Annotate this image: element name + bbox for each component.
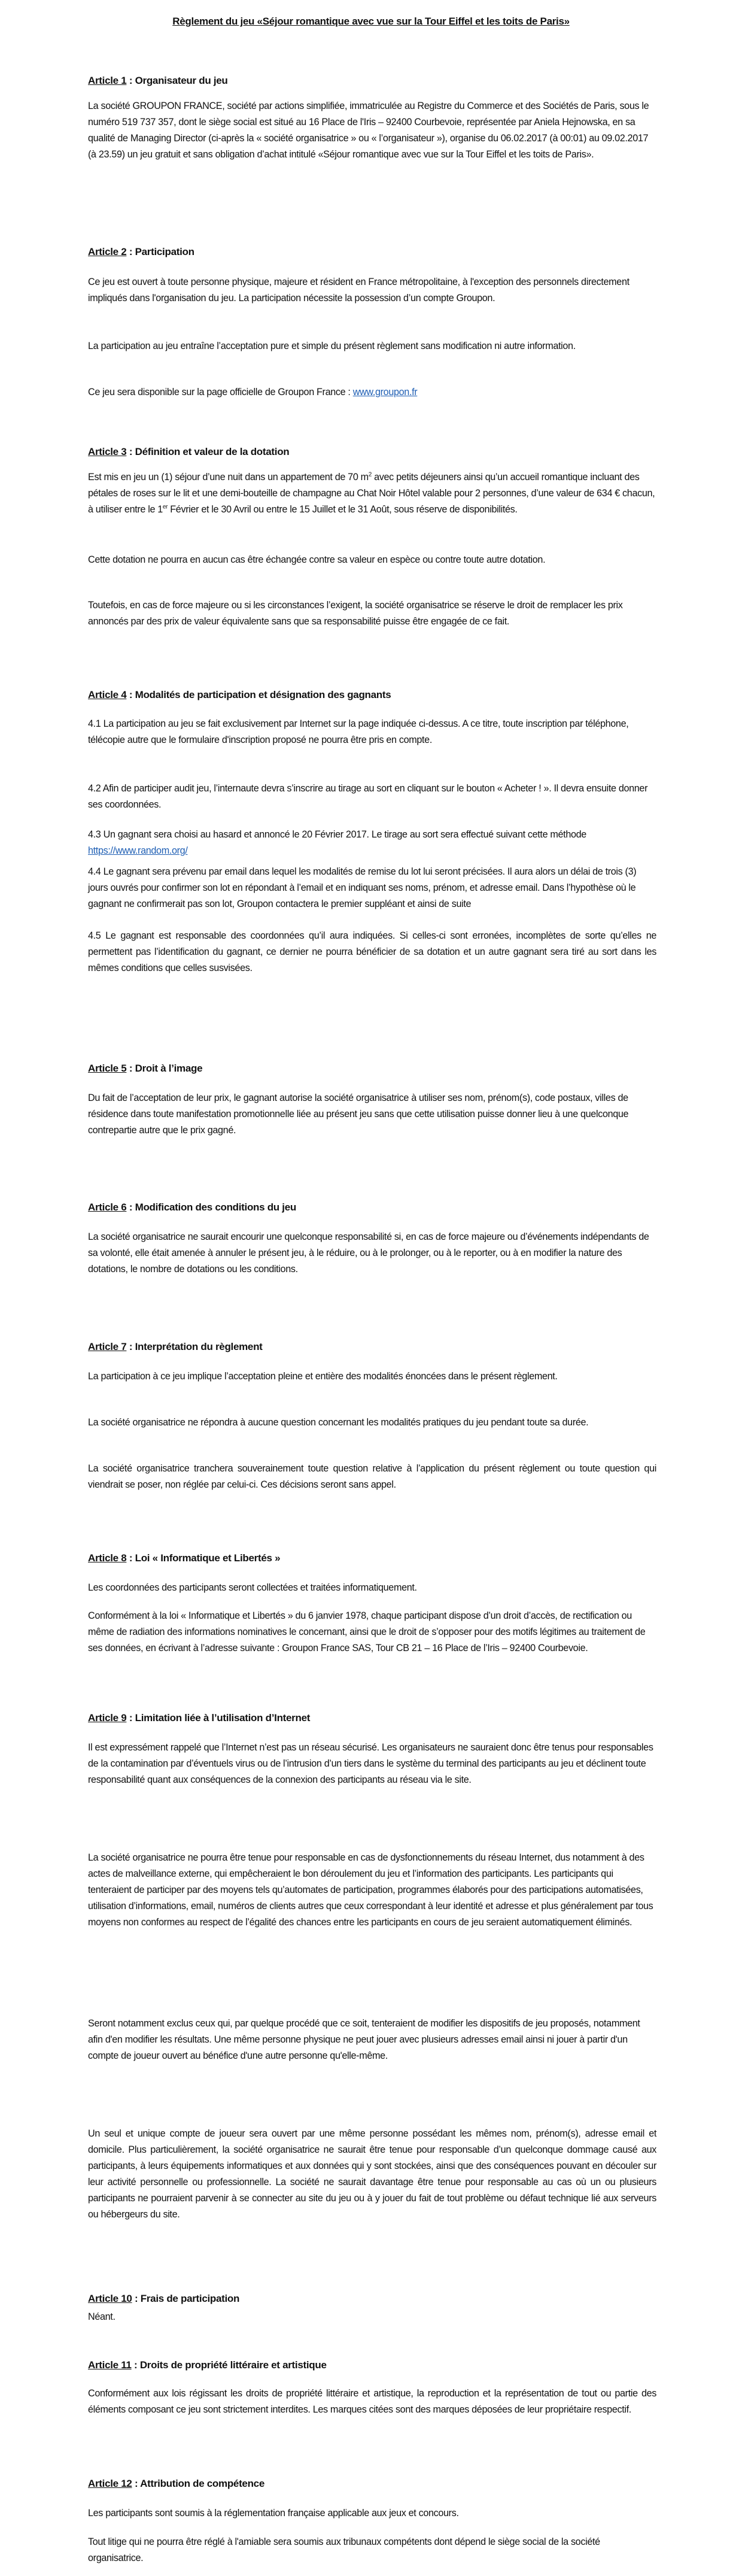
article-title: Interprétation du règlement <box>135 1341 263 1352</box>
article-12-body <box>88 2534 656 2566</box>
paragraph: Ce jeu est ouvert à toute personne physique, majeure et résident en France métropolitaine, à l'exception des personnels directement impliqués dans l'organisation du jeu. La participation nécessite la possession d’un compte Groupon. <box>88 277 630 304</box>
paragraph: La société organisatrice ne répondra à aucune question concernant les modalités pratiques du jeu pendant toute sa durée. <box>88 1417 589 1428</box>
article-12 <box>88 2477 656 2490</box>
text-run: Est mis en jeu un (1) séjour d’une nuit dans un appartement de 70 m <box>88 472 369 483</box>
article-number: Article 3 <box>88 446 127 457</box>
heading-separator: : <box>126 1712 135 1724</box>
paragraph: Les coordonnées des participants seront collectées et traitées informatiquement. <box>88 1582 417 1593</box>
article-heading <box>88 1201 656 1214</box>
article-9-body <box>88 1740 656 1788</box>
article-7-body <box>88 1415 656 1431</box>
paragraph: Il est expressément rappelé que l’Internet n’est pas un réseau sécurisé. Les organisateurs ne sauraient donc être tenus pour responsables de la contamination par d’éventuels virus ou de l’intrusion d’un tiers dans le système du terminal des participants au jeu et déclinent toute responsabilité quant aux conséquences de la connexion des participants au réseau via le site. <box>88 1742 653 1785</box>
article-number: Article 2 <box>88 246 127 257</box>
article-heading <box>88 245 656 259</box>
paragraph: Un seul et unique compte de joueur sera ouvert par une même personne possédant les mêmes nom, prénom(s), adresse email et domicile. Plus particulièrement, la société organisatrice ne saurait être tenue pour responsable d’un quelconque dommage causé aux participants, à leurs équipements informatiques et aux données qui y sont stockées, ainsi que des conséquences pouvant en découler sur leur activité personnelle ou professionnelle. La société ne saurait davantage être tenue pour responsable au cas où un ou plusieurs participants ne pourraient parvenir à se connecter au site du jeu ou à y jouer du fait de tout problème ou défaut technique lié aux serveurs ou hébergeurs du site. <box>88 2128 656 2220</box>
paragraph <box>88 469 656 518</box>
article-11 <box>88 2359 656 2372</box>
article-6-body <box>88 1229 656 1278</box>
heading-separator: : <box>126 75 135 86</box>
article-1 <box>88 74 656 87</box>
article-11-body <box>88 2386 656 2418</box>
paragraph <box>88 827 656 859</box>
article-3 <box>88 445 656 459</box>
groupon-link[interactable]: www.groupon.fr <box>352 387 418 398</box>
article-title: Attribution de compétence <box>140 2478 264 2489</box>
heading-separator: : <box>131 2359 140 2371</box>
article-10 <box>88 2292 656 2305</box>
article-2 <box>88 245 656 259</box>
paragraph: Conformément aux lois régissant les droits de propriété littéraire et artistique, la reproduction et la représentation de tout ou partie des éléments composant ce jeu sont strictement interdites. Les marques citées sont des marques déposées de leur propriétaire respectif. <box>88 2388 656 2415</box>
article-4-body <box>88 716 656 748</box>
article-number: Article 11 <box>88 2359 132 2371</box>
article-heading <box>88 2477 656 2490</box>
article-4 <box>88 688 656 702</box>
text-run: avec petits déjeuners ainsi qu’un accueil romantique incluant des pétales de roses sur le lit et une demi-bouteille de champagne au Chat Noir Hôtel valable pour 2 personnes, d’une valeur de 634 € chacun, à utiliser entre le 1 <box>88 472 655 515</box>
article-heading <box>88 2292 656 2305</box>
paragraph: 4.4 Le gagnant sera prévenu par email dans lequel les modalités de remise du lot lui seront précisées. Il aura alors un délai de trois (3) jours ouvrés pour confirmer son lot en répondant à l’email et en indiquant ses noms, prénom, et adresse email. Dans l’hypothèse où le gagnant ne confirmerait pas son lot, Groupon contactera le premier suppléant et ainsi de suite <box>88 866 637 909</box>
heading-separator: : <box>132 2293 141 2304</box>
article-number: Article 8 <box>88 1552 127 1564</box>
article-title: Organisateur du jeu <box>135 75 228 86</box>
article-4-body <box>88 864 656 912</box>
paragraph: La société organisatrice ne pourra être tenue pour responsable en cas de dysfonctionnements du réseau Internet, dus notamment à des actes de malveillance externe, qui empêcheraient le bon déroulement du jeu et l’information des participants. Les participants qui tenteraient de participer par des moyens tels qu’automates de participation, programmes élaborés pour des participations automatisées, utilisation d’informations, email, numéros de clients autres que ceux correspondant à leur identité et adresse et plus généralement par tous moyens non conformes au respect de l’égalité des chances entre les participants en cours de jeu seraient automatiquement éliminés. <box>88 1852 653 1928</box>
article-heading <box>88 1340 656 1354</box>
availability-text: Ce jeu sera disponible sur la page officielle de Groupon France : <box>88 387 353 398</box>
article-title: Définition et valeur de la dotation <box>135 446 290 457</box>
article-9-body <box>88 2126 656 2223</box>
heading-separator: : <box>126 446 135 457</box>
article-3-body <box>88 469 656 518</box>
text-run: Février et le 30 Avril ou entre le 15 Juillet et le 31 Août, sous réserve de disponibilités. <box>168 504 518 515</box>
article-title: Participation <box>135 246 194 257</box>
article-2-body <box>88 338 656 354</box>
paragraph: Conformément à la loi « Informatique et Libertés » du 6 janvier 1978, chaque participant dispose d’un droit d’accès, de rectification ou même de radiation des informations nominatives le concernant, ainsi que le droit de s’opposer pour des motifs légitimes au traitement de ses données, en écrivant à l’adresse suivante : Groupon France SAS, Tour CB 21 – 16 Place de l’Iris – 92400 Courbevoie. <box>88 1610 646 1653</box>
paragraph: Néant. <box>88 2311 115 2322</box>
article-8-body <box>88 1608 656 1656</box>
article-6 <box>88 1201 656 1214</box>
article-7-body <box>88 1461 656 1493</box>
article-title: Droit à l’image <box>135 1063 203 1074</box>
paragraph: La société organisatrice tranchera souverainement toute question relative à l’application du présent règlement ou toute question qui viendrait se poser, non réglée par celui-ci. Ces décisions seront sans appel. <box>88 1463 656 1490</box>
superscript: er <box>162 503 168 511</box>
heading-separator: : <box>126 1201 135 1213</box>
article-2-body <box>88 274 656 307</box>
paragraph: 4.1 La participation au jeu se fait exclusivement par Internet sur la page indiquée ci-dessus. A ce titre, toute inscription par téléphone, télécopie autre que le formulaire d'inscription proposé ne pourra être pris en compte. <box>88 718 629 745</box>
document-title: Règlement du jeu «Séjour romantique avec vue sur la Tour Eiffel et les toits de Paris» <box>172 16 570 27</box>
article-4-body <box>88 781 656 813</box>
article-title: Frais de participation <box>140 2293 240 2304</box>
paragraph: La participation à ce jeu implique l’acceptation pleine et entière des modalités énoncées dans le présent règlement. <box>88 1371 558 1382</box>
article-5-body <box>88 1090 656 1139</box>
article-heading <box>88 2359 656 2372</box>
article-title: Modification des conditions du jeu <box>135 1201 296 1213</box>
article-title: Loi « Informatique et Libertés » <box>135 1552 281 1564</box>
paragraph: Les participants sont soumis à la réglementation française applicable aux jeux et concours. <box>88 2508 459 2519</box>
article-number: Article 1 <box>88 75 127 86</box>
article-1-body <box>88 98 656 163</box>
paragraph: La société GROUPON FRANCE, société par actions simplifiée, immatriculée au Registre du Commerce et des Sociétés de Paris, sous le numéro 519 737 357, dont le siège social est situé au 16 Place de l'Iris – 92400 Courbevoie, représentée par Aniela Hejnowska, en sa qualité de Managing Director (ci-après la « société organisatrice » ou « l’organisateur »), organise du 06.02.2017 (à 00:01) au 09.02.2017 (à 23.59) un jeu gratuit et sans obligation d’achat intitulé «Séjour romantique avec vue sur la Tour Eiffel et les toits de Paris». <box>88 101 649 160</box>
article-number: Article 5 <box>88 1063 127 1074</box>
article-5 <box>88 1062 656 1075</box>
paragraph <box>88 384 656 400</box>
article-4-body <box>88 827 656 859</box>
text-run: 4.3 Un gagnant sera choisi au hasard et annoncé le 20 Février 2017. Le tirage au sort sera effectué suivant cette méthode <box>88 829 586 840</box>
article-title: Limitation liée à l’utilisation d’Internet <box>135 1712 311 1724</box>
paragraph: Seront notamment exclus ceux qui, par quelque procédé que ce soit, tenteraient de modifier les dispositifs de jeu proposés, notamment afin d'en modifier les résultats. Une même personne physique ne peut jouer avec plusieurs adresses email ainsi ni jouer à partir d'un compte de joueur ouvert au bénéfice d'une autre personne qu'elle-même. <box>88 2018 640 2061</box>
heading-separator: : <box>126 1341 135 1352</box>
paragraph: Cette dotation ne pourra en aucun cas être échangée contre sa valeur en espèce ou contre toute autre dotation. <box>88 554 546 565</box>
article-3-body <box>88 552 656 568</box>
paragraph: Toutefois, en cas de force majeure ou si les circonstances l’exigent, la société organisatrice se réserve le droit de remplacer les prix annoncés par des prix de valeur équivalente sans que sa responsabilité puisse être engagée de ce fait. <box>88 600 623 627</box>
paragraph: Tout litige qui ne pourra être réglé à l'amiable sera soumis aux tribunaux compétents dont dépend le siège social de la société organisatrice. <box>88 2536 600 2563</box>
article-heading <box>88 688 656 702</box>
article-8 <box>88 1552 656 1565</box>
heading-separator: : <box>126 1063 135 1074</box>
article-9-body <box>88 1850 656 1931</box>
article-2-body <box>88 384 656 400</box>
article-heading <box>88 1062 656 1075</box>
article-heading <box>88 445 656 459</box>
paragraph: Du fait de l’acceptation de leur prix, le gagnant autorise la société organisatrice à utiliser ses nom, prénom(s), code postaux, villes de résidence dans toute manifestation promotionnelle liée au présent jeu sans que cette utilisation puisse donner lieu à une quelconque contrepartie autre que le prix gagné. <box>88 1093 629 1136</box>
article-number: Article 6 <box>88 1201 127 1213</box>
article-12-body <box>88 2505 656 2522</box>
article-9 <box>88 1712 656 1725</box>
article-number: Article 10 <box>88 2293 132 2304</box>
article-3-body <box>88 597 656 630</box>
paragraph: La société organisatrice ne saurait encourir une quelconque responsabilité si, en cas de force majeure ou d’événements indépendants de sa volonté, elle était amenée à annuler le présent jeu, à le réduire, ou à le prolonger, ou à le reporter, ou à en modifier la nature des dotations, le nombre de dotations ou les conditions. <box>88 1231 649 1275</box>
article-heading <box>88 74 656 87</box>
article-9-body <box>88 2016 656 2064</box>
article-4-body <box>88 928 656 976</box>
article-title: Modalités de participation et désignation des gagnants <box>135 689 391 700</box>
article-10-body <box>88 2309 656 2325</box>
article-8-body <box>88 1580 656 1596</box>
random-org-link[interactable]: https://www.random.org/ <box>88 845 188 856</box>
article-7 <box>88 1340 656 1354</box>
superscript: 2 <box>368 471 372 478</box>
article-number: Article 4 <box>88 689 127 700</box>
article-heading <box>88 1552 656 1565</box>
article-number: Article 12 <box>88 2478 132 2489</box>
paragraph: La participation au jeu entraîne l’acceptation pure et simple du présent règlement sans modification ni autre information. <box>88 341 576 351</box>
paragraph: 4.2 Afin de participer audit jeu, l’internaute devra s’inscrire au tirage au sort en cliquant sur le bouton « Acheter ! ». Il devra ensuite donner ses coordonnées. <box>88 783 648 810</box>
article-heading <box>88 1712 656 1725</box>
heading-separator: : <box>126 689 135 700</box>
article-number: Article 9 <box>88 1712 127 1724</box>
article-number: Article 7 <box>88 1341 127 1352</box>
heading-separator: : <box>132 2478 141 2489</box>
heading-separator: : <box>126 1552 135 1564</box>
paragraph: 4.5 Le gagnant est responsable des coordonnées qu’il aura indiquées. Si celles-ci sont erronées, incomplètes de sorte qu’elles ne permettent pas l’identification du gagnant, ce dernier ne pourra bénéficier de sa dotation et un autre gagnant sera tiré au sort dans les mêmes conditions que celles susvisées. <box>88 930 656 973</box>
article-7-body <box>88 1369 656 1385</box>
article-title: Droits de propriété littéraire et artistique <box>139 2359 327 2371</box>
heading-separator: : <box>126 246 135 257</box>
